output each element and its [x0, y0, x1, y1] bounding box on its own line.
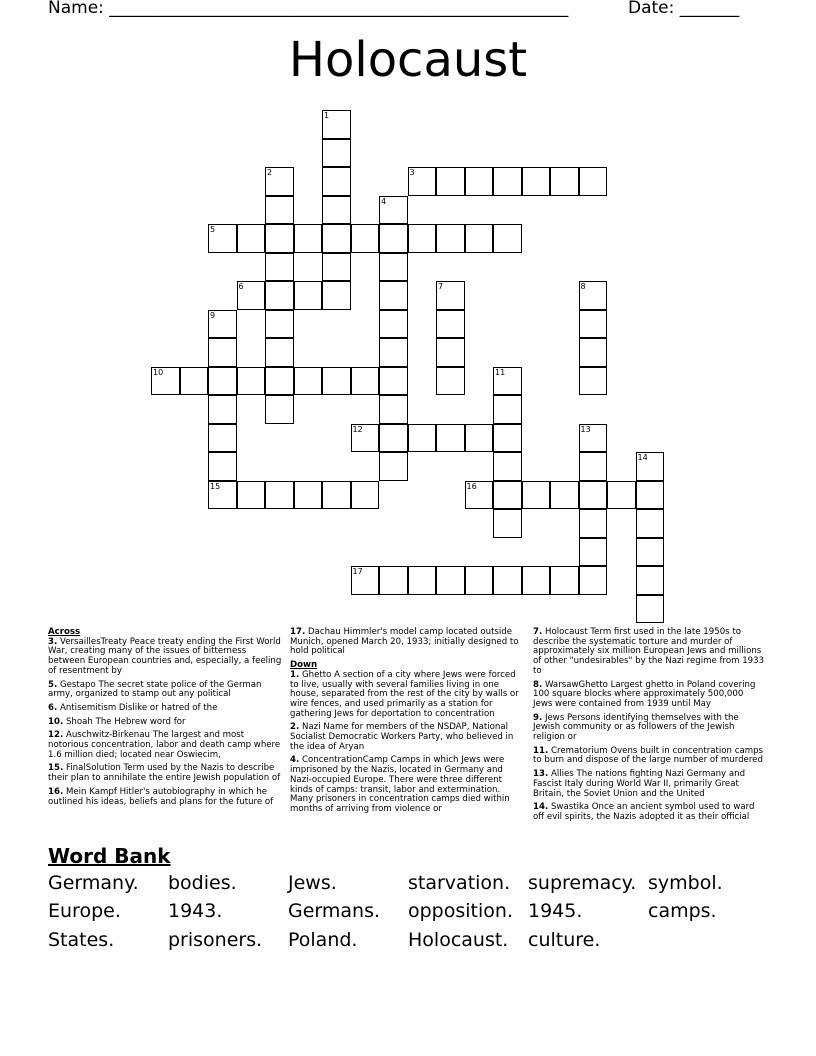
crossword-cell[interactable]: [379, 367, 408, 396]
clue-down-9: [533, 714, 765, 743]
crossword-cell[interactable]: [208, 424, 237, 453]
cell-number: 13: [580, 424, 591, 434]
clue-text: Crematorium Ovens built in concentration camps to burn and dispose of the large number of murdered: [533, 745, 764, 766]
crossword-cell[interactable]: [208, 338, 237, 367]
word-bank-word: symbol.: [648, 872, 723, 894]
word-bank-title: Word Bank: [48, 844, 171, 868]
cell-number: 17: [352, 567, 363, 576]
cell-number: 2: [267, 168, 273, 177]
word-bank-word: starvation.: [408, 872, 511, 894]
clues-column-1: [48, 628, 282, 811]
word-bank-word: camps.: [648, 900, 717, 922]
crossword-cell[interactable]: [408, 566, 437, 595]
date-field-line: Date: _______: [628, 0, 740, 18]
crossword-cell[interactable]: [265, 395, 294, 424]
crossword-cell[interactable]: [265, 253, 294, 282]
clue-across-5: [48, 681, 282, 700]
cell-number: 5: [210, 225, 216, 234]
crossword-cell[interactable]: [379, 253, 408, 282]
word-bank-word: Europe.: [48, 900, 121, 922]
clue-down-4: [290, 756, 526, 814]
cell-number: 6: [238, 282, 244, 291]
crossword-cell[interactable]: [465, 167, 494, 196]
word-bank-word: Germany.: [48, 872, 139, 894]
crossword-cell[interactable]: [237, 367, 266, 396]
crossword-cell[interactable]: [579, 367, 608, 396]
clue-number: 6.: [48, 702, 58, 713]
crossword-cell[interactable]: [579, 338, 608, 367]
crossword-cell[interactable]: [579, 452, 608, 481]
word-bank-word: culture.: [528, 929, 601, 951]
crossword-cell[interactable]: [294, 481, 323, 510]
clue-number: 12.: [48, 730, 64, 741]
cell-number: 12: [352, 424, 363, 434]
crossword-cell[interactable]: [379, 424, 408, 453]
word-bank-word: Jews.: [288, 872, 337, 894]
cell-number: 4: [381, 196, 387, 206]
cell-number: 11: [495, 367, 506, 377]
word-bank-word: Holocaust.: [408, 929, 509, 951]
crossword-cell[interactable]: [550, 481, 579, 510]
cell-number: 16: [466, 481, 477, 491]
clue-number: 17.: [290, 627, 306, 637]
crossword-cell[interactable]: [436, 338, 465, 367]
clue-number: 13.: [533, 769, 549, 780]
clue-text: Swastika Once an ancient symbol used to ward off evil spirits, the Nazis adopted it as their official: [533, 802, 755, 822]
crossword-cell[interactable]: [322, 167, 351, 196]
clue-text: Mein Kampf Hitler's autobiography in which he outlined his ideas, beliefs and plans for the future of: [48, 786, 274, 807]
crossword-cell[interactable]: [322, 281, 351, 310]
crossword-cell[interactable]: [379, 338, 408, 367]
crossword-cell[interactable]: [636, 538, 665, 567]
crossword-cell[interactable]: [265, 196, 294, 225]
crossword-cell[interactable]: [208, 367, 237, 396]
cell-number: 15: [210, 481, 221, 491]
cell-number: 1: [324, 111, 330, 120]
clue-text: Shoah The Hebrew word for: [65, 716, 186, 727]
crossword-cell[interactable]: [550, 167, 579, 196]
crossword-cell[interactable]: [265, 224, 294, 253]
clue-text: ConcentrationCamp Camps in which Jews were imprisoned by the Nazis, located in Germany and Nazi-occupied Europe. There were three different kinds of camps: transit, labor and extermination. Many prisoners in concentration camps died within months of arriving from violence or: [290, 755, 510, 814]
crossword-cell[interactable]: [294, 367, 323, 396]
crossword-cell[interactable]: [436, 224, 465, 253]
clue-down-7: [533, 628, 765, 677]
crossword-cell[interactable]: [208, 395, 237, 424]
clue-number: 2.: [290, 722, 300, 733]
clue-number: 5.: [48, 679, 58, 690]
crossword-cell[interactable]: [237, 224, 266, 253]
across-heading: Across: [48, 627, 81, 637]
crossword-cell[interactable]: [294, 281, 323, 310]
cell-number: 10: [153, 367, 164, 377]
crossword-cell[interactable]: [265, 481, 294, 510]
clue-down-1: [290, 671, 526, 720]
crossword-cell[interactable]: [636, 481, 665, 510]
crossword-cell[interactable]: [493, 167, 522, 196]
crossword-cell[interactable]: [379, 395, 408, 424]
crossword-cell[interactable]: [636, 566, 665, 595]
crossword-cell[interactable]: [465, 566, 494, 595]
crossword-cell[interactable]: [379, 224, 408, 253]
word-bank-word: bodies.: [168, 872, 237, 894]
cell-number: 7: [438, 282, 444, 291]
word-bank-word: States.: [48, 929, 115, 951]
crossword-cell[interactable]: [493, 224, 522, 253]
clue-text: WarsawGhetto Largest ghetto in Poland covering 100 square blocks where approximately 500,000 Jews were contained from 1939 until May: [533, 679, 756, 709]
clue-text: Ghetto A section of a city where Jews were forced to live, usually with several families living in one house, separated from the rest of the city by walls or wire fences, and used primarily as a station for gathering Jews for deportation to concentration: [290, 669, 519, 719]
clue-across-6: [48, 704, 282, 714]
crossword-cell[interactable]: [579, 310, 608, 339]
cell-number: 3: [409, 168, 415, 177]
clue-text: Dachau Himmler's model camp located outside Munich, opened March 20, 1933; initially designed to hold political: [290, 627, 519, 657]
clue-text: Holocaust Term first used in the late 1950s to describe the systematic torture and murder of approximately six million European Jews and millions of other "undesirables" by the Nazi regime from 1933 to: [533, 627, 765, 676]
crossword-cell[interactable]: [265, 338, 294, 367]
clues-column-2: [290, 628, 526, 819]
crossword-cell[interactable]: [493, 509, 522, 538]
crossword-cell[interactable]: [294, 224, 323, 253]
clue-text: Gestapo The secret state police of the German army, organized to stamp out any political: [48, 679, 262, 700]
crossword-cell[interactable]: [465, 424, 494, 453]
crossword-cell[interactable]: [550, 566, 579, 595]
crossword-cell[interactable]: [208, 452, 237, 481]
clue-down-11: [533, 747, 765, 766]
cell-number: 8: [580, 282, 586, 291]
clue-number: 15.: [48, 763, 64, 774]
cell-number: 9: [210, 310, 216, 320]
crossword-cell[interactable]: [351, 224, 380, 253]
word-bank-word: supremacy.: [528, 872, 637, 894]
crossword-cell[interactable]: [636, 595, 665, 624]
crossword-cell[interactable]: [579, 566, 608, 595]
crossword-cell[interactable]: [436, 167, 465, 196]
name-field-line: Name: ______________________________________________________: [48, 0, 569, 18]
crossword-cell[interactable]: [180, 367, 209, 396]
clue-number: 14.: [533, 802, 549, 813]
word-bank-word: opposition.: [408, 900, 513, 922]
crossword-cell[interactable]: [265, 310, 294, 339]
clue-number: 8.: [533, 679, 543, 690]
page-title: Holocaust: [288, 32, 528, 88]
crossword-cell[interactable]: [579, 538, 608, 567]
crossword-cell[interactable]: [522, 481, 551, 510]
crossword-cell[interactable]: [351, 367, 380, 396]
crossword-cell[interactable]: [322, 253, 351, 282]
crossword-cell[interactable]: [436, 424, 465, 453]
crossword-cell[interactable]: [436, 310, 465, 339]
clue-text: Allies The nations fighting Nazi Germany and Fascist Italy during World War II, primarily Great Britain, the Soviet Union and the United: [533, 769, 746, 799]
word-bank-word: Germans.: [288, 900, 381, 922]
clue-text: Jews Persons identifying themselves with the Jewish community or as followers of the Jewish religion or: [533, 712, 739, 743]
crossword-cell[interactable]: [579, 509, 608, 538]
clue-number: 1.: [290, 669, 300, 680]
crossword-cell[interactable]: [322, 196, 351, 225]
crossword-cell[interactable]: [408, 424, 437, 453]
clue-number: 10.: [48, 716, 64, 727]
word-bank-word: prisoners.: [168, 929, 263, 951]
clue-across-16: [48, 788, 282, 807]
crossword-cell[interactable]: [522, 167, 551, 196]
clue-across-10: [48, 718, 282, 728]
crossword-cell[interactable]: [322, 367, 351, 396]
crossword-cell[interactable]: [493, 395, 522, 424]
clue-text: VersaillesTreaty Peace treaty ending the First World War, creating many of the issues of bitterness between European countries and, especially, a feeling of resentment by: [48, 636, 282, 676]
word-bank-word: 1943.: [168, 900, 223, 922]
clue-text: Auschwitz-Birkenau The largest and most notorious concentration, labor and death camp where 1.6 million died; located near Oswiecim,: [48, 730, 281, 760]
crossword-cell[interactable]: [493, 424, 522, 453]
cell-number: 14: [637, 453, 648, 462]
clue-down-2: [290, 723, 526, 752]
crossword-cell[interactable]: [322, 224, 351, 253]
crossword-cell[interactable]: [636, 509, 665, 538]
clue-down-8: [533, 681, 765, 710]
crossword-cell[interactable]: [379, 566, 408, 595]
crossword-cell[interactable]: [379, 452, 408, 481]
clue-text: Antisemitism Dislike or hatred of the: [59, 702, 218, 713]
clue-across-17: [290, 628, 526, 657]
crossword-cell[interactable]: [265, 281, 294, 310]
clue-number: 3.: [48, 636, 58, 647]
clue-down-14: [533, 803, 765, 822]
clue-across-15: [48, 764, 282, 783]
crossword-cell[interactable]: [237, 481, 266, 510]
crossword-cell[interactable]: [579, 481, 608, 510]
crossword-cell[interactable]: [493, 566, 522, 595]
crossword-cell[interactable]: [322, 139, 351, 168]
crossword-cell[interactable]: [607, 481, 636, 510]
crossword-cell[interactable]: [436, 367, 465, 396]
down-heading: Down: [290, 660, 318, 671]
crossword-cell[interactable]: [322, 481, 351, 510]
word-bank-word: 1945.: [528, 900, 583, 922]
crossword-cell[interactable]: [351, 481, 380, 510]
clue-number: 7.: [533, 627, 543, 637]
crossword-cell[interactable]: [379, 281, 408, 310]
clue-across-12: [48, 731, 282, 760]
clue-across-3: [48, 638, 282, 677]
clue-down-13: [533, 770, 765, 799]
crossword-cell[interactable]: [522, 566, 551, 595]
clue-text: Nazi Name for members of the NSDAP, National Socialist Democratic Workers Party, who believed in the idea of Aryan: [290, 722, 514, 752]
crossword-cell[interactable]: [493, 481, 522, 510]
crossword-cell[interactable]: [465, 224, 494, 253]
clue-number: 11.: [533, 745, 549, 756]
clues-column-3: [533, 628, 765, 827]
word-bank-word: Poland.: [288, 929, 358, 951]
crossword-cell[interactable]: [379, 310, 408, 339]
crossword-cell[interactable]: [579, 167, 608, 196]
crossword-cell[interactable]: [265, 367, 294, 396]
clue-text: FinalSolution Term used by the Nazis to describe their plan to annihilate the entire Jewish population of: [48, 763, 281, 784]
crossword-cell[interactable]: [493, 452, 522, 481]
crossword-cell[interactable]: [408, 224, 437, 253]
crossword-cell[interactable]: [436, 566, 465, 595]
clue-number: 4.: [290, 755, 300, 766]
clue-number: 16.: [48, 786, 64, 797]
clue-number: 9.: [533, 712, 543, 723]
